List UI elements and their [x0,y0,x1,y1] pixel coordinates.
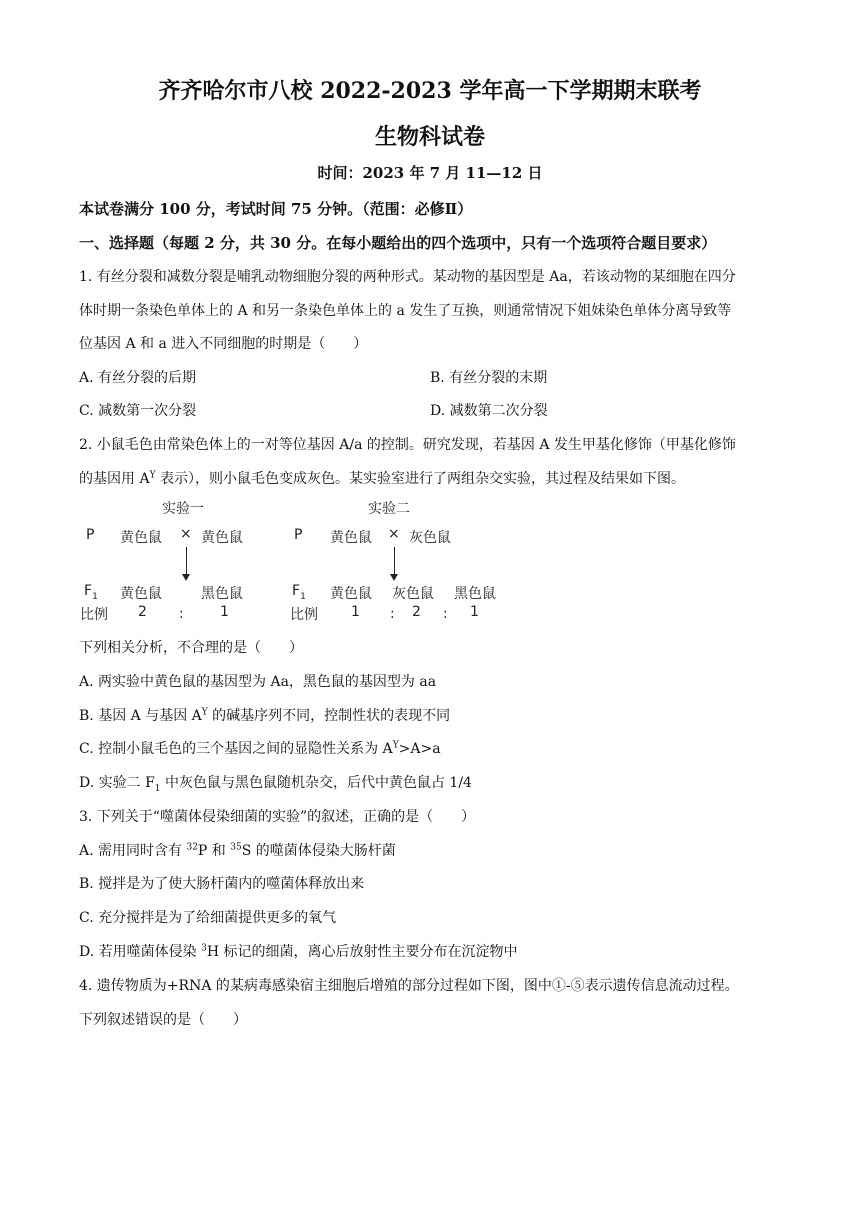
exam-title: 齐齐哈尔市八校 2022-2023 学年高一下学期期末联考 [158,78,702,104]
exp2-ratio-colon-1: : [390,606,395,622]
q1-option-c: C. 减数第一次分裂 [79,403,197,419]
exp2-child-3: 黑色鼠 [454,586,496,602]
exp1-ratio-colon: : [179,606,184,622]
exp2-cross-symbol: × [388,526,400,542]
exp2-ratio-label: 比例 [290,607,318,623]
q2-option-d: D. 实验二 $F_1$ 中灰色鼠与黑色鼠随机杂交，后代中黄色鼠占 1/4 [79,775,472,794]
q2-line-1: 2. 小鼠毛色由常染色体上的一对等位基因 A/a 的控制。研究发现，若基因 A 发生甲基化修饰（甲基化修饰 [79,437,736,453]
exp2-parent-1: 黄色鼠 [330,530,372,546]
q1-line-2: 体时期一条染色单体上的 A 和另一条染色单体上的 a 发生了互换，则通常情况下姐妹染色单体分离导致等 [79,303,732,319]
exam-info: 本试卷满分 100 分，考试时间 75 分钟。（范围：必修Ⅱ） [79,200,473,218]
exp1-ratio-label: 比例 [80,607,108,623]
exam-time: 时间：2023 年 7 月 11—12 日 [317,164,543,182]
q1-line-3: 位基因 A 和 a 进入不同细胞的时期是（ ） [79,336,368,352]
exp1-arrow-shaft [186,547,187,575]
q1-line-1: 1. 有丝分裂和减数分裂是哺乳动物细胞分裂的两种形式。某动物的基因型是 Aa，若该动物的某细胞在四分 [79,269,736,285]
exp2-title: 实验二 [368,501,410,517]
q1-option-a: A. 有丝分裂的后期 [79,370,197,386]
exp2-f1-label: $F_1$ [292,583,306,602]
exp2-ratio-1: 1 [351,604,360,620]
q2-line-2: 的基因用 $A^Y$ 表示），则小鼠毛色变成灰色。某实验室进行了两组杂交实验，其过程及结果如下图。 [79,470,685,487]
exp2-ratio-3: 1 [470,604,479,620]
q1-option-b: B. 有丝分裂的末期 [430,370,548,386]
exp2-ratio-colon-2: : [443,606,448,622]
q2-option-a: A. 两实验中黄色鼠的基因型为 Aa，黑色鼠的基因型为 aa [79,674,437,690]
exp1-ratio-2: 1 [220,604,229,620]
q1-option-d: D. 减数第二次分裂 [430,403,548,419]
exp1-child-2: 黑色鼠 [201,586,243,602]
exp2-arrow-head [390,574,398,581]
exp2-p-label: P [294,527,303,543]
exp2-child-1: 黄色鼠 [330,586,372,602]
exp1-child-1: 黄色鼠 [120,586,162,602]
q3-option-d: D. 若用噬菌体侵染 $^3$H 标记的细菌，离心后放射性主要分布在沉淀物中 [79,943,518,960]
q4-line-2: 下列叙述错误的是（ ） [79,1012,247,1028]
exp2-arrow-shaft [394,547,395,575]
exp2-ratio-2: 2 [412,604,421,620]
q3-stem: 3. 下列关于“噬菌体侵染细菌的实验”的叙述，正确的是（ ） [79,809,476,825]
exp1-arrow-head [182,574,190,581]
exam-subtitle: 生物科试卷 [374,124,485,150]
exp1-parent-1: 黄色鼠 [120,530,162,546]
exp1-f1-label: $F_1$ [84,583,98,602]
exp2-child-2: 灰色鼠 [392,586,434,602]
exp1-ratio-1: 2 [138,604,147,620]
q3-option-c: C. 充分搅拌是为了给细菌提供更多的氧气 [79,910,337,926]
q2-stem: 下列相关分析，不合理的是（ ） [79,640,303,656]
q4-line-1: 4. 遗传物质为+RNA 的某病毒感染宿主细胞后增殖的部分过程如下图，图中①-⑤表示遗传信息流动过程。 [79,978,739,994]
exp1-cross-symbol: × [180,526,192,542]
q3-option-b: B. 搅拌是为了使大肠杆菌内的噬菌体释放出来 [79,876,365,892]
exp1-title: 实验一 [162,501,204,517]
exp1-p-label: P [86,527,95,543]
exp2-parent-2: 灰色鼠 [409,530,451,546]
q3-option-a: A. 需用同时含有 $^{32}$P 和 $^{35}$S 的噬菌体侵染大肠杆菌 [79,842,396,859]
q2-option-c: C. 控制小鼠毛色的三个基因之间的显隐性关系为 $A^Y>A>a$ [79,740,441,757]
section-heading: 一、选择题（每题 2 分，共 30 分。在每小题给出的四个选项中，只有一个选项符合题目要求） [79,234,717,252]
q2-option-b: B. 基因 A 与基因 $A^Y$ 的碱基序列不同，控制性状的表现不同 [79,707,451,724]
exp1-parent-2: 黄色鼠 [201,530,243,546]
